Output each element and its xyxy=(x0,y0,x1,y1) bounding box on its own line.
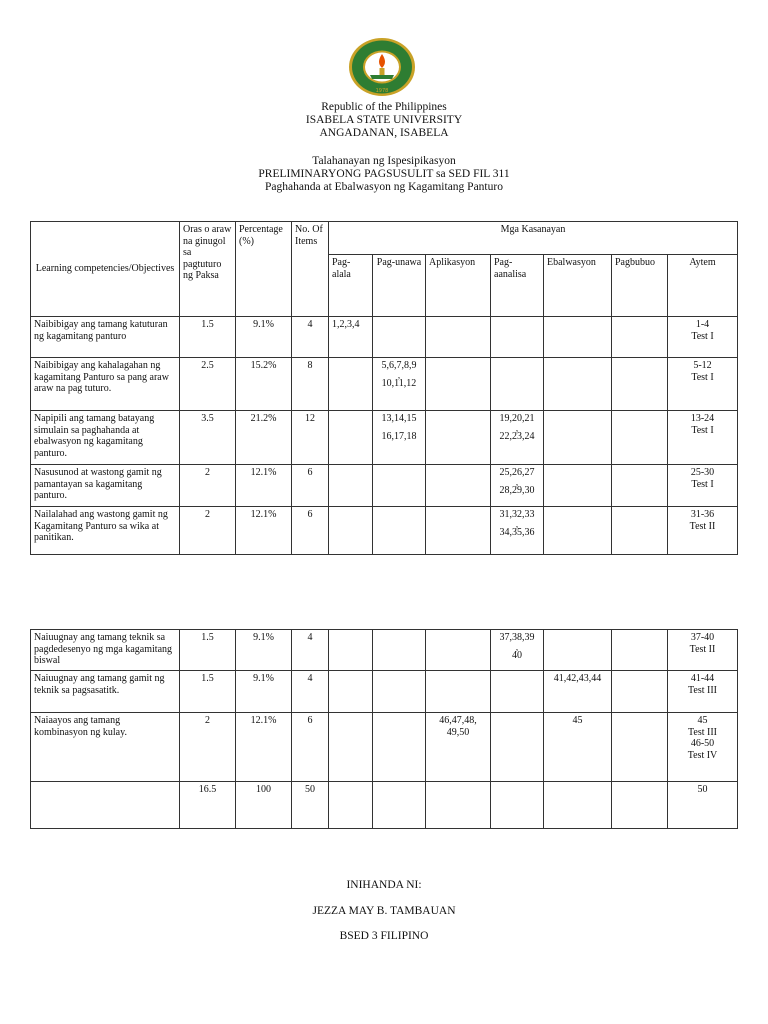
pagbubuo-cell xyxy=(612,507,668,555)
republic-line: Republic of the Philippines xyxy=(321,101,447,113)
competency-cell: Naibibigay ang tamang katuturan ng kagamitang panturo xyxy=(31,317,180,358)
percentage-cell: 9.1% xyxy=(236,317,292,358)
aplikasyon-cell xyxy=(426,782,491,829)
aytem-range: 46-50 xyxy=(690,738,715,749)
pag-unawa-cell xyxy=(373,713,426,782)
pag-unawa-cell xyxy=(373,411,426,465)
item-numbers: 13,14,15 xyxy=(381,413,417,424)
ebalwasyon-cell xyxy=(544,411,612,465)
location-line: ANGADANAN, ISABELA xyxy=(319,127,449,139)
item-numbers: 49,50 xyxy=(446,726,470,738)
aplikasyon-cell xyxy=(426,713,491,782)
pag-unawa-cell xyxy=(373,507,426,555)
header-aplikasyon: Aplikasyon xyxy=(426,255,491,317)
item-numbers: 46,47,48, xyxy=(439,715,477,726)
continuation-mark: , xyxy=(515,476,519,487)
aytem-test: Test IV xyxy=(687,749,718,761)
aplikasyon-cell xyxy=(426,465,491,507)
item-numbers: 19,20,21 xyxy=(499,413,535,424)
pag-alala-cell xyxy=(329,782,373,829)
aytem-range: 45 xyxy=(697,715,708,726)
pagbubuo-cell xyxy=(612,713,668,782)
pag-alala-cell xyxy=(329,507,373,555)
percentage-cell: 12.1% xyxy=(236,465,292,507)
item-numbers: 22,23,24 xyxy=(499,430,535,442)
aytem-range: 41-44 xyxy=(690,673,715,684)
ebalwasyon-cell xyxy=(544,782,612,829)
pagbubuo-cell xyxy=(612,358,668,411)
university-seal-logo xyxy=(348,37,416,97)
items-cell: 8 xyxy=(292,358,329,411)
items-cell: 6 xyxy=(292,465,329,507)
continuation-mark: , xyxy=(515,641,519,652)
pag-alala-cell xyxy=(329,358,373,411)
aytem-cell xyxy=(668,507,738,555)
aplikasyon-cell xyxy=(426,411,491,465)
pagbubuo-cell xyxy=(612,465,668,507)
aplikasyon-cell xyxy=(426,358,491,411)
aytem-test: Test II xyxy=(689,520,716,532)
pag-aanalisa-cell xyxy=(491,713,544,782)
pag-unawa-cell xyxy=(373,317,426,358)
aytem-cell xyxy=(668,465,738,507)
pag-aanalisa-cell xyxy=(491,630,544,671)
totals-label-cell xyxy=(31,782,180,829)
table-row xyxy=(31,507,738,555)
competency-cell: Napipili ang tamang batayang simulain sa paghahanda at ebalwasyon ng kagamitang panturo. xyxy=(31,411,180,465)
header-learning-competencies: Learning competencies/Objectives xyxy=(31,222,180,317)
pagbubuo-cell xyxy=(612,782,668,829)
ebalwasyon-cell xyxy=(544,465,612,507)
aytem-cell xyxy=(668,317,738,358)
preparer-name: JEZZA MAY B. TAMBAUAN xyxy=(312,905,456,917)
aytem-cell xyxy=(668,358,738,411)
continuation-mark: , xyxy=(397,369,401,380)
document-title: Talahanayan ng Ispesipikasyon xyxy=(312,155,456,167)
aytem-test: Test I xyxy=(691,424,714,436)
ebalwasyon-cell: 41,42,43,44 xyxy=(544,671,612,713)
pag-aanalisa-cell xyxy=(491,671,544,713)
header-pagbubuo: Pagbubuo xyxy=(612,255,668,317)
ebalwasyon-cell xyxy=(544,317,612,358)
aplikasyon-cell xyxy=(426,507,491,555)
oras-cell: 3.5 xyxy=(180,411,236,465)
total-oras: 16.5 xyxy=(180,782,236,829)
pag-aanalisa-cell xyxy=(491,358,544,411)
pag-alala-cell: 1,2,3,4 xyxy=(329,317,373,358)
total-percentage: 100 xyxy=(236,782,292,829)
table-row xyxy=(31,465,738,507)
pag-aanalisa-cell xyxy=(491,411,544,465)
item-numbers: 40 xyxy=(512,649,522,661)
oras-cell: 2 xyxy=(180,507,236,555)
percentage-cell: 15.2% xyxy=(236,358,292,411)
continuation-mark: , xyxy=(515,422,519,433)
header-aytem: Aytem xyxy=(668,255,738,317)
pag-unawa-cell xyxy=(373,630,426,671)
continuation-mark: , xyxy=(515,518,519,529)
percentage-cell: 12.1% xyxy=(236,713,292,782)
items-cell: 4 xyxy=(292,630,329,671)
header-oras: Oras o araw na ginugol sa pagtuturo ng Paksa xyxy=(180,222,236,317)
oras-cell: 2 xyxy=(180,713,236,782)
aytem-cell xyxy=(668,411,738,465)
aytem-cell xyxy=(668,630,738,671)
aytem-cell xyxy=(668,671,738,713)
table-row xyxy=(31,671,738,713)
competency-cell: Naiaayos ang tamang kombinasyon ng kulay. xyxy=(31,713,180,782)
oras-cell: 2.5 xyxy=(180,358,236,411)
header-institution xyxy=(0,101,768,140)
specification-table-part2 xyxy=(30,629,738,829)
item-numbers: 34,35,36 xyxy=(499,526,535,538)
items-cell: 4 xyxy=(292,317,329,358)
table-row xyxy=(31,317,738,358)
competency-cell: Naiuugnay ang tamang teknik sa pagdedesenyo ng mga kagamitang biswal xyxy=(31,630,180,671)
prepared-by-label: INIHANDA NI: xyxy=(346,879,422,891)
pag-aanalisa-cell xyxy=(491,507,544,555)
competency-cell: Nasusunod at wastong gamit ng pamantayan sa kagamitang panturo. xyxy=(31,465,180,507)
item-numbers: 28,29,30 xyxy=(499,484,535,496)
aplikasyon-cell xyxy=(426,671,491,713)
table-row xyxy=(31,358,738,411)
ebalwasyon-cell xyxy=(544,507,612,555)
pag-alala-cell xyxy=(329,671,373,713)
item-numbers: 16,17,18 xyxy=(381,430,417,442)
header-percentage: Percentage (%) xyxy=(236,222,292,317)
items-cell: 12 xyxy=(292,411,329,465)
university-line: ISABELA STATE UNIVERSITY xyxy=(305,114,463,126)
header-ebalwasyon: Ebalwasyon xyxy=(544,255,612,317)
oras-cell: 2 xyxy=(180,465,236,507)
pagbubuo-cell xyxy=(612,411,668,465)
pag-aanalisa-cell xyxy=(491,465,544,507)
table-row xyxy=(31,630,738,671)
exam-title: PRELIMINARYONG PAGSUSULIT sa SED FIL 311 xyxy=(258,168,510,180)
aytem-test: Test I xyxy=(691,330,714,342)
percentage-cell: 21.2% xyxy=(236,411,292,465)
aplikasyon-cell xyxy=(426,630,491,671)
percentage-cell: 12.1% xyxy=(236,507,292,555)
pag-alala-cell xyxy=(329,465,373,507)
item-numbers: 10,11,12 xyxy=(381,377,417,389)
items-cell: 6 xyxy=(292,713,329,782)
item-numbers: 5,6,7,8,9 xyxy=(381,360,417,371)
pag-unawa-cell xyxy=(373,358,426,411)
aytem-range: 37-40 xyxy=(690,632,715,643)
aytem-range: 1-4 xyxy=(695,319,710,330)
aytem-range: 5-12 xyxy=(693,360,712,371)
total-aytem: 50 xyxy=(668,782,738,829)
pag-unawa-cell xyxy=(373,782,426,829)
pag-alala-cell xyxy=(329,411,373,465)
item-numbers: 31,32,33 xyxy=(499,509,535,520)
aplikasyon-cell xyxy=(426,317,491,358)
table-row xyxy=(31,713,738,782)
table-row xyxy=(31,411,738,465)
logo-year: 1978 xyxy=(375,88,389,94)
pag-unawa-cell xyxy=(373,465,426,507)
pag-unawa-cell xyxy=(373,671,426,713)
ebalwasyon-cell: 45 xyxy=(544,713,612,782)
ebalwasyon-cell xyxy=(544,358,612,411)
percentage-cell: 9.1% xyxy=(236,630,292,671)
aytem-range: 25-30 xyxy=(690,467,715,478)
competency-cell: Nailalahad ang wastong gamit ng Kagamitang Panturo sa wika at panitikan. xyxy=(31,507,180,555)
pagbubuo-cell xyxy=(612,317,668,358)
header-pag-alala: Pag-alala xyxy=(329,255,373,317)
aytem-test: Test II xyxy=(689,643,716,655)
subject-title: Paghahanda at Ebalwasyon ng Kagamitang Panturo xyxy=(265,181,503,193)
pagbubuo-cell xyxy=(612,630,668,671)
aytem-range: 31-36 xyxy=(690,509,715,520)
competency-cell: Naibibigay ang kahalagahan ng kagamitang Panturo sa pang araw araw na pag tuturo. xyxy=(31,358,180,411)
pag-alala-cell xyxy=(329,713,373,782)
items-cell: 6 xyxy=(292,507,329,555)
total-items: 50 xyxy=(292,782,329,829)
preparer-course: BSED 3 FILIPINO xyxy=(339,930,429,942)
aytem-test: Test III xyxy=(687,726,717,738)
oras-cell: 1.5 xyxy=(180,671,236,713)
header-pag-aanalisa: Pag-aanalisa xyxy=(491,255,544,317)
percentage-cell: 9.1% xyxy=(236,671,292,713)
pagbubuo-cell xyxy=(612,671,668,713)
pag-aanalisa-cell xyxy=(491,317,544,358)
header-pag-unawa: Pag-unawa xyxy=(373,255,426,317)
competency-cell: Naiuugnay ang tamang gamit ng teknik sa pagsasatitk. xyxy=(31,671,180,713)
aytem-test: Test I xyxy=(691,371,714,383)
header-document xyxy=(0,155,768,194)
item-numbers: 37,38,39 xyxy=(499,632,535,643)
aytem-test: Test III xyxy=(687,684,717,696)
header-number-of-items: No. Of Items xyxy=(292,222,329,317)
aytem-range: 13-24 xyxy=(690,413,715,424)
specification-table-part1 xyxy=(30,221,738,555)
aytem-cell xyxy=(668,713,738,782)
aytem-test: Test I xyxy=(691,478,714,490)
totals-row xyxy=(31,782,738,829)
items-cell: 4 xyxy=(292,671,329,713)
ebalwasyon-cell xyxy=(544,630,612,671)
item-numbers: 25,26,27 xyxy=(499,467,535,478)
oras-cell: 1.5 xyxy=(180,630,236,671)
pag-aanalisa-cell xyxy=(491,782,544,829)
pag-alala-cell xyxy=(329,630,373,671)
oras-cell: 1.5 xyxy=(180,317,236,358)
header-mga-kasanayan: Mga Kasanayan xyxy=(329,222,738,255)
